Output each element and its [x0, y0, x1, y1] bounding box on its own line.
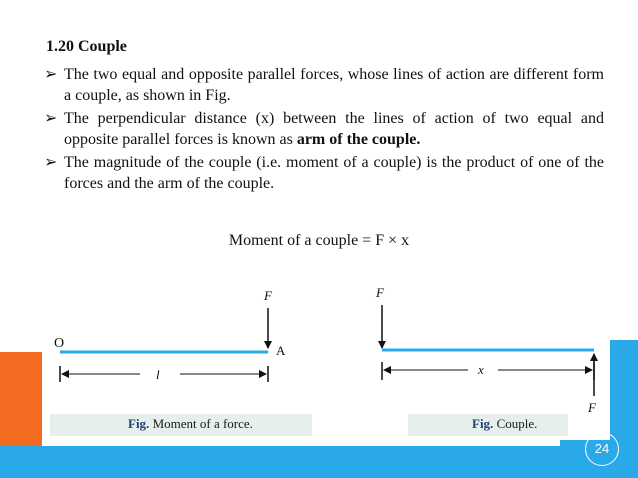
formula: Moment of a couple = F × x — [228, 232, 410, 249]
fig1-caption-text: Moment of a force. — [149, 416, 253, 431]
arrow-bullet-icon: ➢ — [44, 110, 58, 127]
force-top-label: F — [376, 285, 384, 300]
bullet-text: The perpendicular distance (x) between the lines of action of two equal and opposite parallel forces is known as — [64, 110, 604, 148]
bullet-bold-term: arm of the couple. — [296, 131, 421, 148]
slide-title: 1.20 Couple — [46, 38, 127, 55]
force-label: F — [264, 288, 272, 303]
point-a-label: A — [276, 343, 286, 358]
bullet-text: The magnitude of the couple (i.e. moment of a couple) is the product of one of the forces and the arm of the couple. — [64, 154, 604, 192]
fig2-caption-text: Couple. — [493, 416, 538, 431]
arrow-bullet-icon: ➢ — [44, 66, 58, 83]
fig1-caption-prefix: Fig. — [128, 416, 150, 431]
fig1-caption — [128, 416, 253, 432]
arm-label: x — [478, 362, 484, 377]
fig2-caption-prefix: Fig. — [472, 416, 494, 431]
force-bottom-label: F — [588, 400, 596, 415]
page-number-badge: 24 — [585, 432, 619, 466]
bullet-text: The two equal and opposite parallel forces, whose lines of action are different form a couple, as shown in Fig. — [64, 66, 604, 104]
length-label: l — [156, 367, 160, 382]
fig2-caption — [472, 416, 537, 432]
arrow-bullet-icon: ➢ — [44, 154, 58, 171]
point-o-label: O — [54, 336, 65, 351]
